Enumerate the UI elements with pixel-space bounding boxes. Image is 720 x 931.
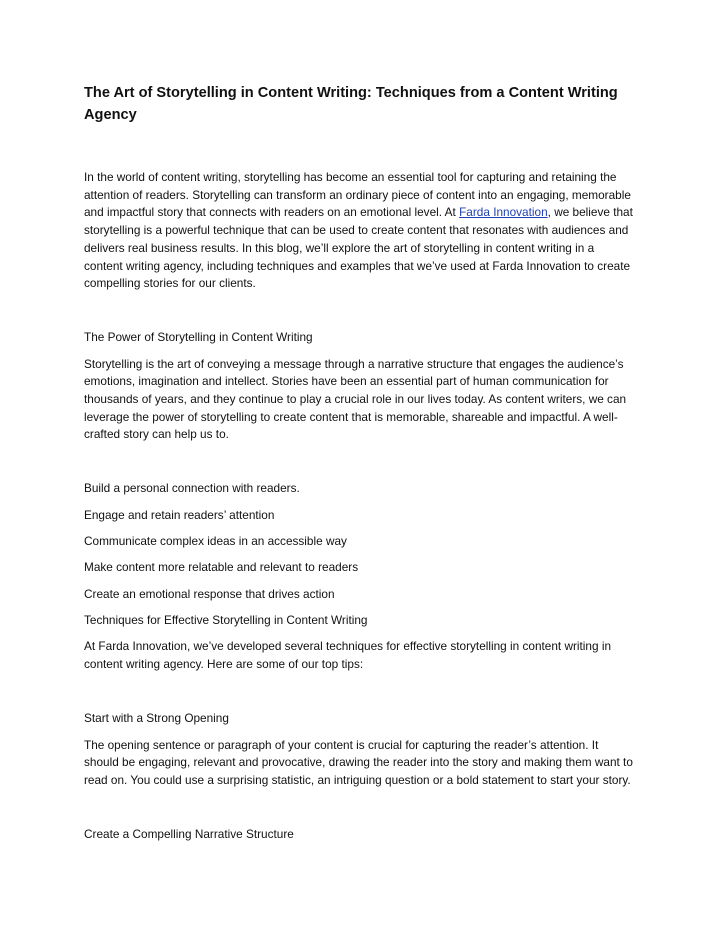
benefit-item: Create an emotional response that drives action — [84, 586, 335, 601]
intro-text-after-link: , we believe that storytelling is a powerful technique that can be used to create content that resonates with audiences and delivers real business results. In this blog, we’ll explore the art of storytelling in content writing in a content writing agency, including techniques and examples that we’ve used at Farda Innovation to create compelling stories for our clients. — [84, 205, 633, 291]
document-title: The Art of Storytelling in Content Writing: Techniques from a Content Writing Agency — [84, 85, 618, 123]
intro-paragraph — [84, 169, 636, 293]
section-heading-narrative: Create a Compelling Narrative Structure — [84, 826, 294, 841]
benefit-item: Make content more relatable and relevant to readers — [84, 560, 359, 575]
section-heading-power: The Power of Storytelling in Content Writing — [84, 329, 313, 344]
benefit-item: Engage and retain readers’ attention — [84, 507, 275, 522]
benefit-item: Build a personal connection with readers. — [84, 481, 300, 496]
power-paragraph: Storytelling is the art of conveying a message through a narrative structure that engages the audience’s emotions, imagination and intellect. Stories have been an essential part of human communication for thousands of years, and they continue to play a crucial role in our lives today. As content writers, we can leverage the power of storytelling to create content that is memorable, shareable and impactful. A well-crafted story can help us to. — [84, 356, 627, 442]
opening-paragraph: The opening sentence or paragraph of your content is crucial for capturing the reader’s attention. It should be engaging, relevant and provocative, drawing the reader into the story and making them want to read on. You could use a surprising statistic, an intriguing question or a bold statement to start your story. — [84, 737, 633, 787]
section-heading-opening: Start with a Strong Opening — [84, 710, 229, 725]
benefit-item: Communicate complex ideas in an accessible way — [84, 533, 347, 548]
intro-text-before-link: In the world of content writing, storytelling has become an essential tool for capturing and retaining the attention of readers. Storytelling can transform an ordinary piece of content into an engaging, memorable and impactful story that connects with readers on an emotional level. At — [84, 170, 631, 220]
farda-innovation-link[interactable]: Farda Innovation — [459, 205, 548, 220]
section-heading-techniques: Techniques for Effective Storytelling in Content Writing — [84, 613, 368, 628]
techniques-intro-paragraph: At Farda Innovation, we’ve developed several techniques for effective storytelling in content writing in content writing agency. Here are some of our top tips: — [84, 639, 612, 672]
